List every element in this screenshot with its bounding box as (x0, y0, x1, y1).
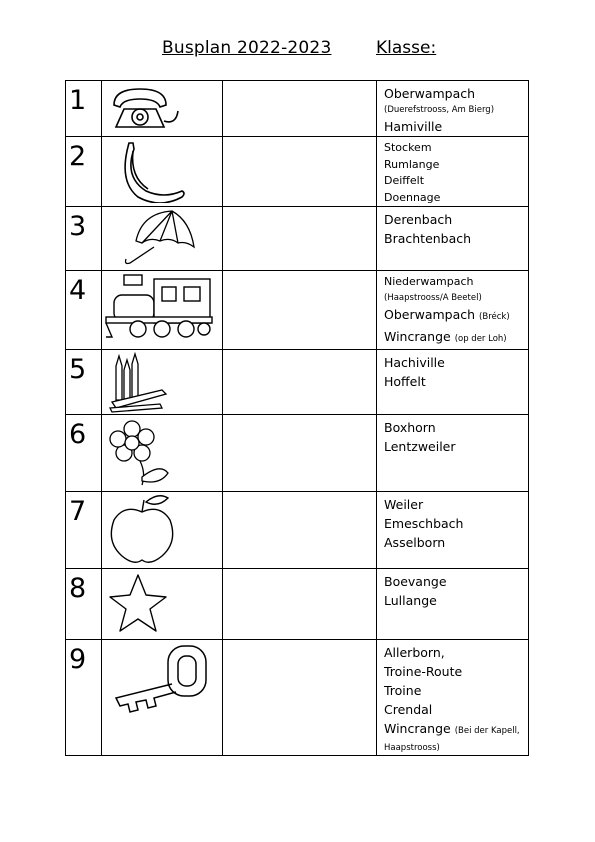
route-number: 3 (66, 207, 102, 271)
table-row (66, 207, 529, 271)
blank-cell (223, 271, 377, 350)
place-name: Brachtenbach (384, 231, 472, 246)
route-picture-cell (102, 81, 223, 137)
route-number: 5 (66, 349, 102, 414)
place-name: Derenbach (384, 212, 453, 227)
train-icon (102, 271, 222, 343)
place-name: Hachiville (384, 354, 445, 370)
place-name: Boevange (384, 573, 447, 589)
place-name: Stockem (384, 141, 432, 154)
places-cell (377, 271, 529, 350)
places-cell (377, 568, 529, 639)
place-name: Hamiville (384, 119, 443, 134)
umbrella-icon (102, 207, 222, 269)
table-row (66, 81, 529, 137)
class-label: Klasse: (376, 38, 437, 58)
place-note: Haapstrooss) (384, 742, 440, 753)
place-name: Lentzweiler (384, 438, 456, 454)
blank-cell (223, 349, 377, 414)
place-name: Niederwampach (384, 275, 474, 288)
places-cell (377, 137, 529, 207)
route-number: 7 (66, 491, 102, 568)
place-note: (Bei der Kapell, (454, 725, 520, 736)
table-row (66, 414, 529, 491)
place-name: Emeschbach (384, 515, 464, 531)
places-cell (377, 414, 529, 491)
place-note: (op der Loh) (454, 333, 507, 344)
place-name: Oberwampach (384, 86, 476, 101)
places-cell (377, 207, 529, 271)
place-name: Weiler (384, 496, 424, 512)
place-name: Asselborn (384, 534, 446, 550)
route-number: 8 (66, 568, 102, 639)
blank-cell (223, 207, 377, 271)
place-name: Wincrange (384, 328, 451, 344)
page-title: Busplan 2022-2023 (162, 38, 332, 58)
table-row (66, 639, 529, 755)
route-picture-cell (102, 491, 223, 568)
places-cell (377, 491, 529, 568)
route-picture-cell (102, 349, 223, 414)
blank-cell (223, 491, 377, 568)
pencils-icon (102, 350, 222, 413)
place-name: Deiffelt (384, 174, 425, 187)
flower-icon (102, 415, 222, 490)
blank-cell (223, 414, 377, 491)
telephone-icon (102, 81, 222, 133)
route-picture-cell (102, 639, 223, 755)
place-note: (Haapstrooss/A Beetel) (384, 292, 482, 303)
places-cell (377, 349, 529, 414)
table-row (66, 137, 529, 207)
place-name: Lullange (384, 592, 437, 608)
place-name: Oberwampach (384, 306, 476, 322)
place-name: Crendal (384, 701, 433, 717)
route-picture-cell (102, 568, 223, 639)
table-row (66, 271, 529, 350)
place-note: (Duerefstrooss, Am Bierg) (384, 105, 495, 115)
places-cell (377, 81, 529, 137)
route-number: 9 (66, 639, 102, 755)
route-number: 2 (66, 137, 102, 207)
route-picture-cell (102, 271, 223, 350)
apple-icon (102, 492, 222, 567)
blank-cell (223, 137, 377, 207)
place-name: Wincrange (384, 720, 451, 736)
banana-icon (102, 137, 222, 203)
place-note: (Bréck) (479, 311, 510, 322)
table-row (66, 568, 529, 639)
bus-plan-table (65, 80, 529, 756)
blank-cell (223, 81, 377, 137)
place-name: Troine-Route (384, 663, 463, 679)
route-number: 1 (66, 81, 102, 137)
table-row (66, 349, 529, 414)
place-name: Doennage (384, 190, 441, 204)
route-picture-cell (102, 137, 223, 207)
place-name: Rumlange (384, 157, 440, 171)
place-name: Boxhorn (384, 419, 436, 435)
route-number: 6 (66, 414, 102, 491)
table-row (66, 491, 529, 568)
place-name: Troine (384, 682, 422, 698)
star-icon (102, 569, 222, 638)
place-name: Allerborn, (384, 644, 445, 660)
place-name: Hoffelt (384, 373, 426, 389)
blank-cell (223, 639, 377, 755)
route-number: 4 (66, 271, 102, 350)
key-icon (102, 640, 222, 751)
places-cell (377, 639, 529, 755)
route-picture-cell (102, 414, 223, 491)
blank-cell (223, 568, 377, 639)
route-picture-cell (102, 207, 223, 271)
